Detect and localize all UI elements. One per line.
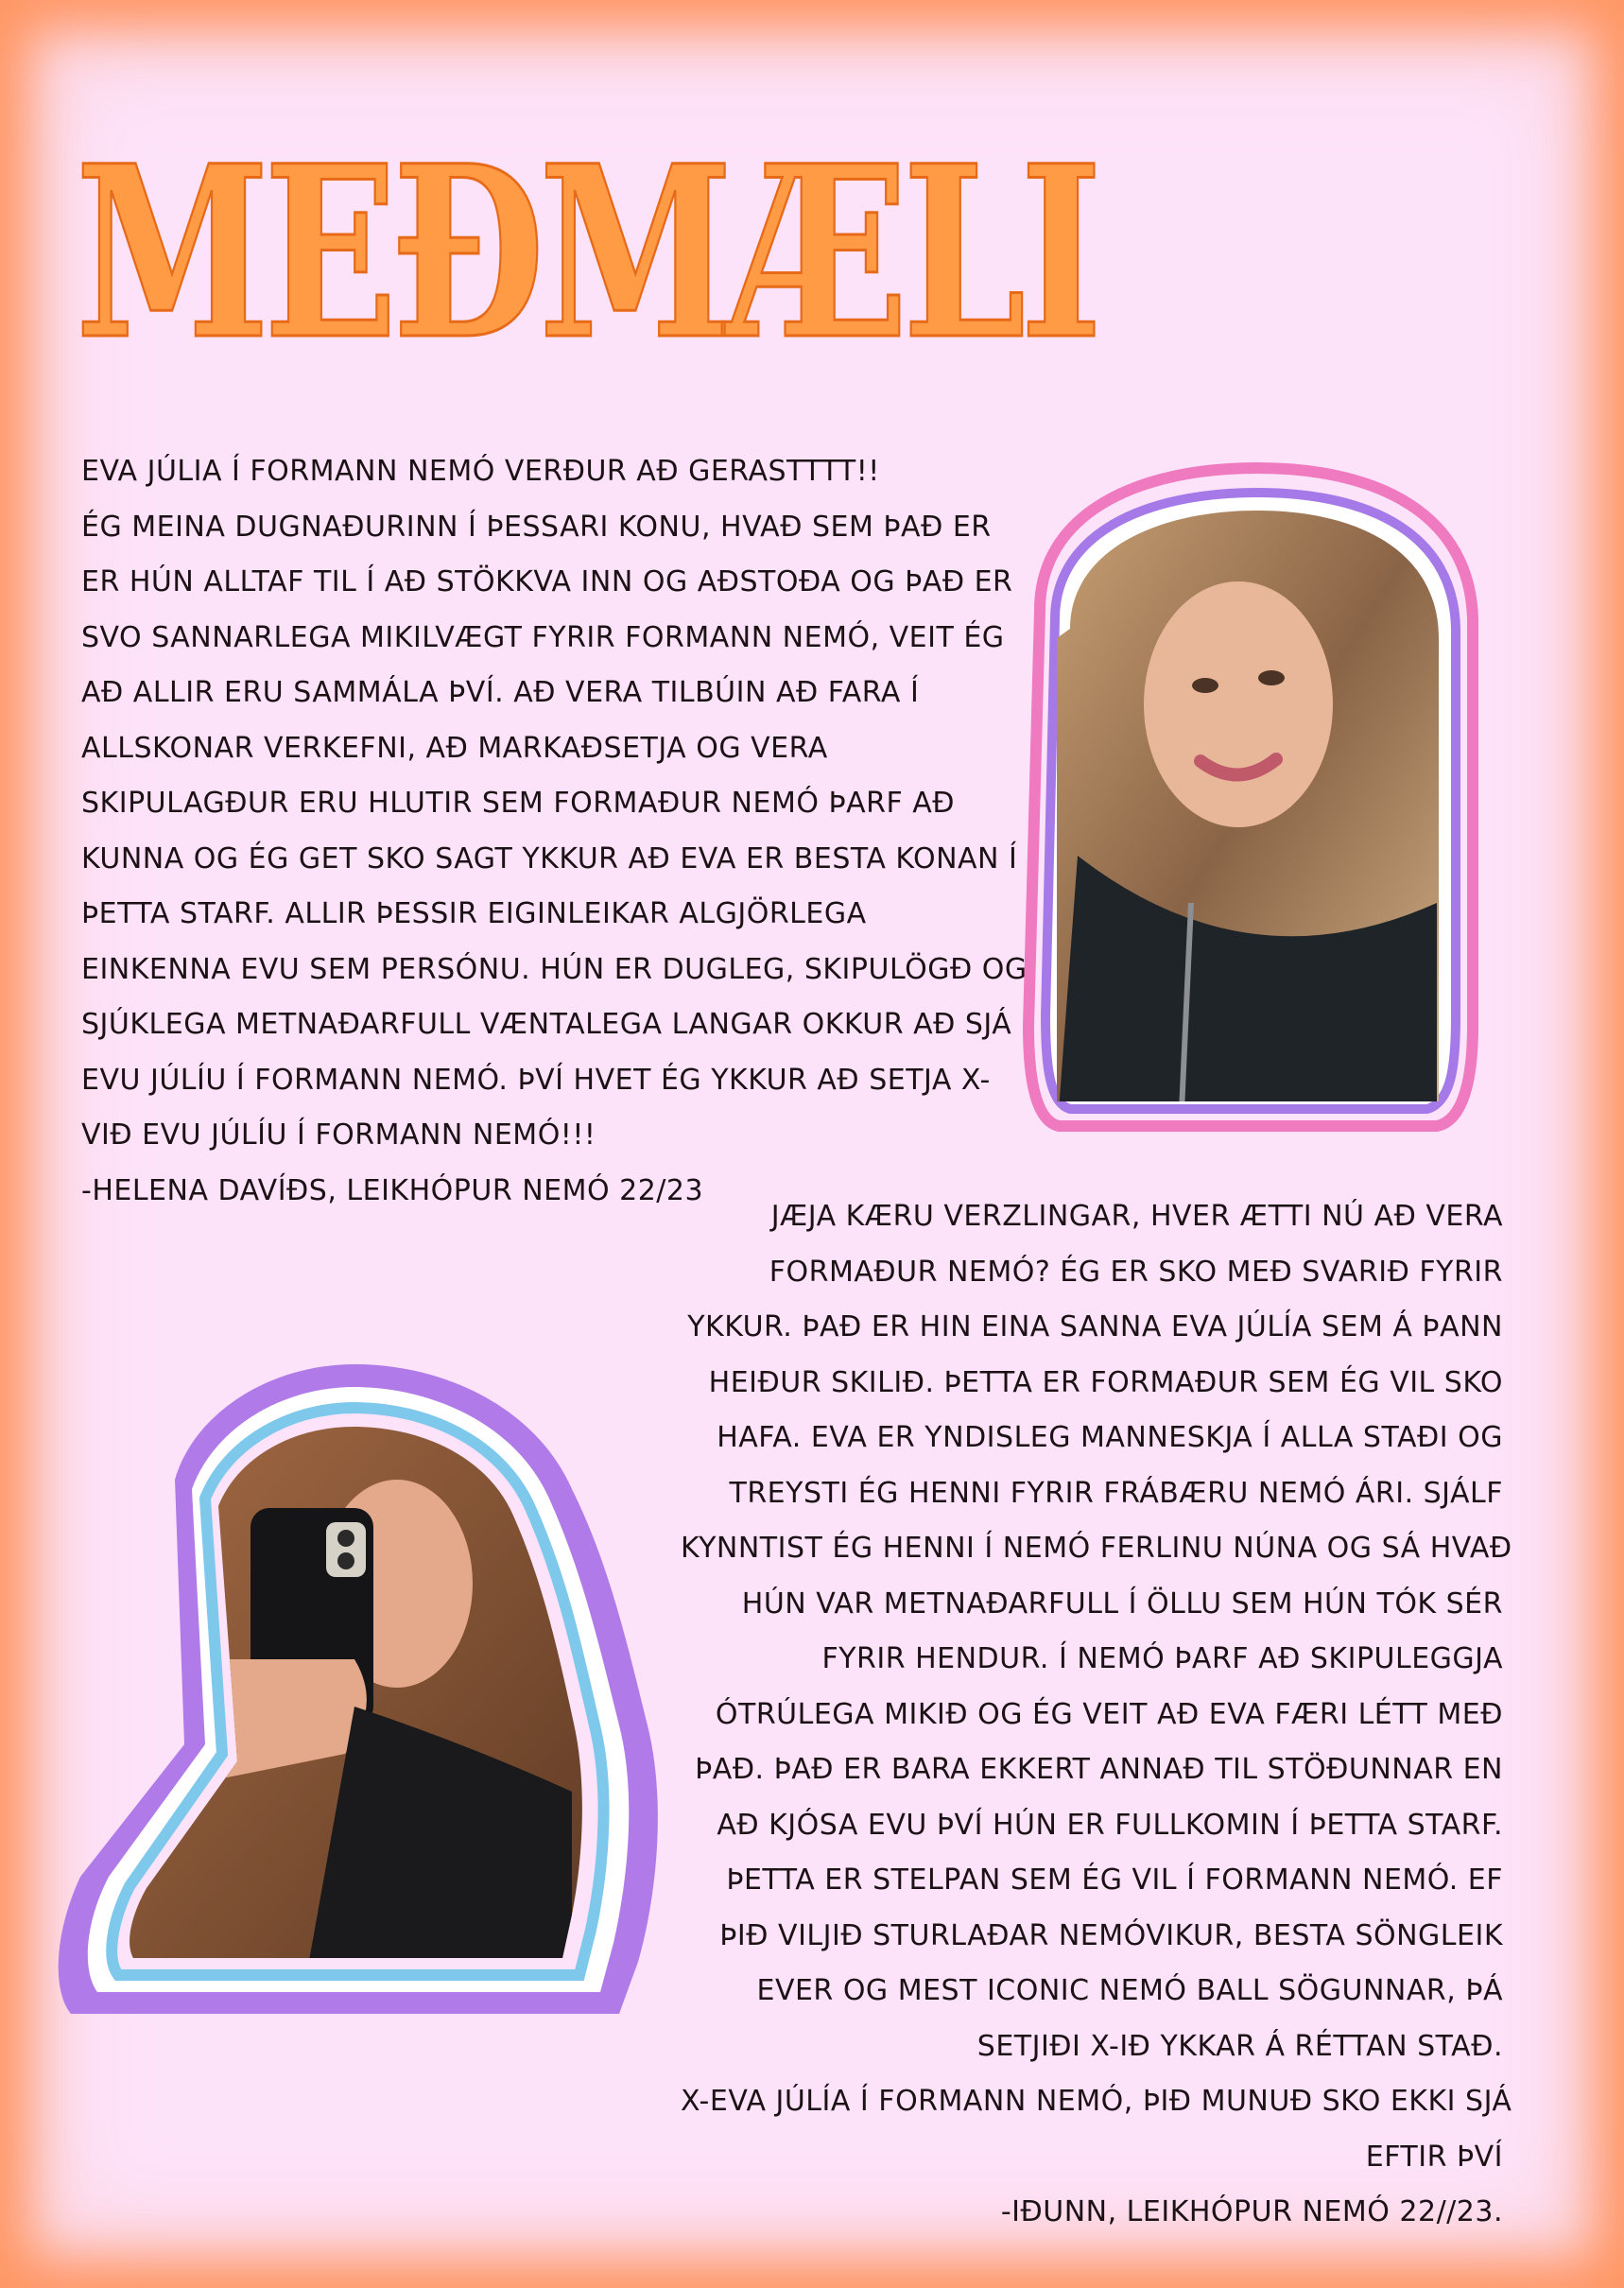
page-title-text: MEÐMÆLI: [76, 113, 1097, 391]
letter2-line: ÓTRÚLEGA MIKIÐ OG ÉG VEIT AÐ EVA FÆRI LÉTT MEÐ: [715, 1697, 1503, 1731]
letter1-line: ÞETTA STARF. ALLIR ÞESSIR EIGINLEIKAR ALGJÖRLEGA: [81, 897, 867, 930]
recommendation-letter-2: [681, 1189, 1512, 2241]
candidate-photo-1: [1021, 459, 1494, 1139]
letter1-line: EVA JÚLIA Í FORMANN NEMÓ VERÐUR AÐ GERASTTTT!!: [81, 455, 880, 488]
page-title: [76, 113, 1134, 391]
letter2-line: AÐ KJÓSA EVU ÞVÍ HÚN ER FULLKOMIN Í ÞETTA STARF.: [717, 1808, 1503, 1842]
letter2-line: HAFA. EVA ER YNDISLEG MANNESKJA Í ALLA STAÐI OG: [717, 1421, 1503, 1454]
letter1-line: ALLSKONAR VERKEFNI, AÐ MARKAÐSETJA OG VERA: [81, 731, 828, 765]
letter1-line: KUNNA OG ÉG GET SKO SAGT YKKUR AÐ EVA ER BESTA KONAN Í: [81, 841, 1018, 875]
letter1-line: SKIPULAGÐUR ERU HLUTIR SEM FORMAÐUR NEMÓ ÞARF AÐ: [81, 787, 956, 820]
letter1-line: SJÚKLEGA METNAÐARFULL VÆNTALEGA LANGAR OKKUR AÐ SJÁ: [81, 1008, 1012, 1041]
letter1-line: ÉG MEINA DUGNAÐURINN Í ÞESSARI KONU, HVAÐ SEM ÞAÐ ER: [81, 510, 992, 544]
letter2-line: KYNNTIST ÉG HENNI Í NEMÓ FERLINU NÚNA OG SÁ HVAÐ: [681, 1532, 1512, 1565]
letter2-line: -IÐUNN, LEIKHÓPUR NEMÓ 22//23.: [1000, 2195, 1503, 2228]
letter1-line: EINKENNA EVU SEM PERSÓNU. HÚN ER DUGLEG, SKIPULÖGÐ OG: [81, 952, 1028, 986]
letter1-line: SVO SANNARLEGA MIKILVÆGT FYRIR FORMANN NEMÓ, VEIT ÉG: [81, 620, 1005, 654]
letter2-line: EFTIR ÞVÍ: [1365, 2140, 1503, 2174]
letter2-line: ÞAÐ. ÞAÐ ER BARA EKKERT ANNAÐ TIL STÖÐUNNAR EN: [695, 1753, 1503, 1786]
letter2-line: HEIÐUR SKILIÐ. ÞETTA ER FORMAÐUR SEM ÉG VIL SKO: [708, 1365, 1503, 1399]
letter1-line: VIÐ EVU JÚLÍU Í FORMANN NEMÓ!!!: [81, 1118, 596, 1152]
recommendation-letter-1: [81, 444, 1028, 1219]
letter2-line: FORMAÐUR NEMÓ? ÉG ER SKO MEÐ SVARIÐ FYRIR: [769, 1255, 1503, 1289]
letter2-line: ÞETTA ER STELPAN SEM ÉG VIL Í FORMANN NEMÓ. EF: [726, 1863, 1503, 1897]
letter1-line: AÐ ALLIR ERU SAMMÁLA ÞVÍ. AÐ VERA TILBÚIN AÐ FARA Í: [81, 676, 920, 709]
letter2-line: HÚN VAR METNAÐARFULL Í ÖLLU SEM HÚN TÓK SÉR: [741, 1586, 1503, 1621]
letter1-line: -HELENA DAVÍÐS, LEIKHÓPUR NEMÓ 22/23: [81, 1173, 704, 1207]
letter2-line: JÆJA KÆRU VERZLINGAR, HVER ÆTTI NÚ AÐ VERA: [770, 1200, 1503, 1233]
letter2-line: EVER OG MEST ICONIC NEMÓ BALL SÖGUNNAR, ÞÁ: [756, 1974, 1503, 2007]
letter2-line: FYRIR HENDUR. Í NEMÓ ÞARF AÐ SKIPULEGGJA: [821, 1642, 1503, 1675]
candidate-photo-2: [43, 1347, 666, 2028]
letter2-line: SETJIÐI X-IÐ YKKAR Á RÉTTAN STAÐ.: [976, 2029, 1503, 2063]
letter1-line: ER HÚN ALLTAF TIL Í AÐ STÖKKVA INN OG AÐSTOÐA OG ÞAÐ ER: [81, 565, 1013, 598]
letter2-line: X-EVA JÚLÍA Í FORMANN NEMÓ, ÞIÐ MUNUÐ SKO EKKI SJÁ: [681, 2085, 1512, 2118]
letter2-line: ÞIÐ VILJIÐ STURLAÐAR NEMÓVIKUR, BESTA SÖNGLEIK: [719, 1918, 1503, 1952]
letter2-line: TREYSTI ÉG HENNI FYRIR FRÁBÆRU NEMÓ ÁRI. SJÁLF: [729, 1476, 1503, 1510]
letter1-line: EVU JÚLÍU Í FORMANN NEMÓ. ÞVÍ HVET ÉG YKKUR AÐ SETJA X-: [81, 1063, 991, 1097]
letter2-line: YKKUR. ÞAÐ ER HIN EINA SANNA EVA JÚLÍA SEM Á ÞANN: [687, 1310, 1503, 1343]
